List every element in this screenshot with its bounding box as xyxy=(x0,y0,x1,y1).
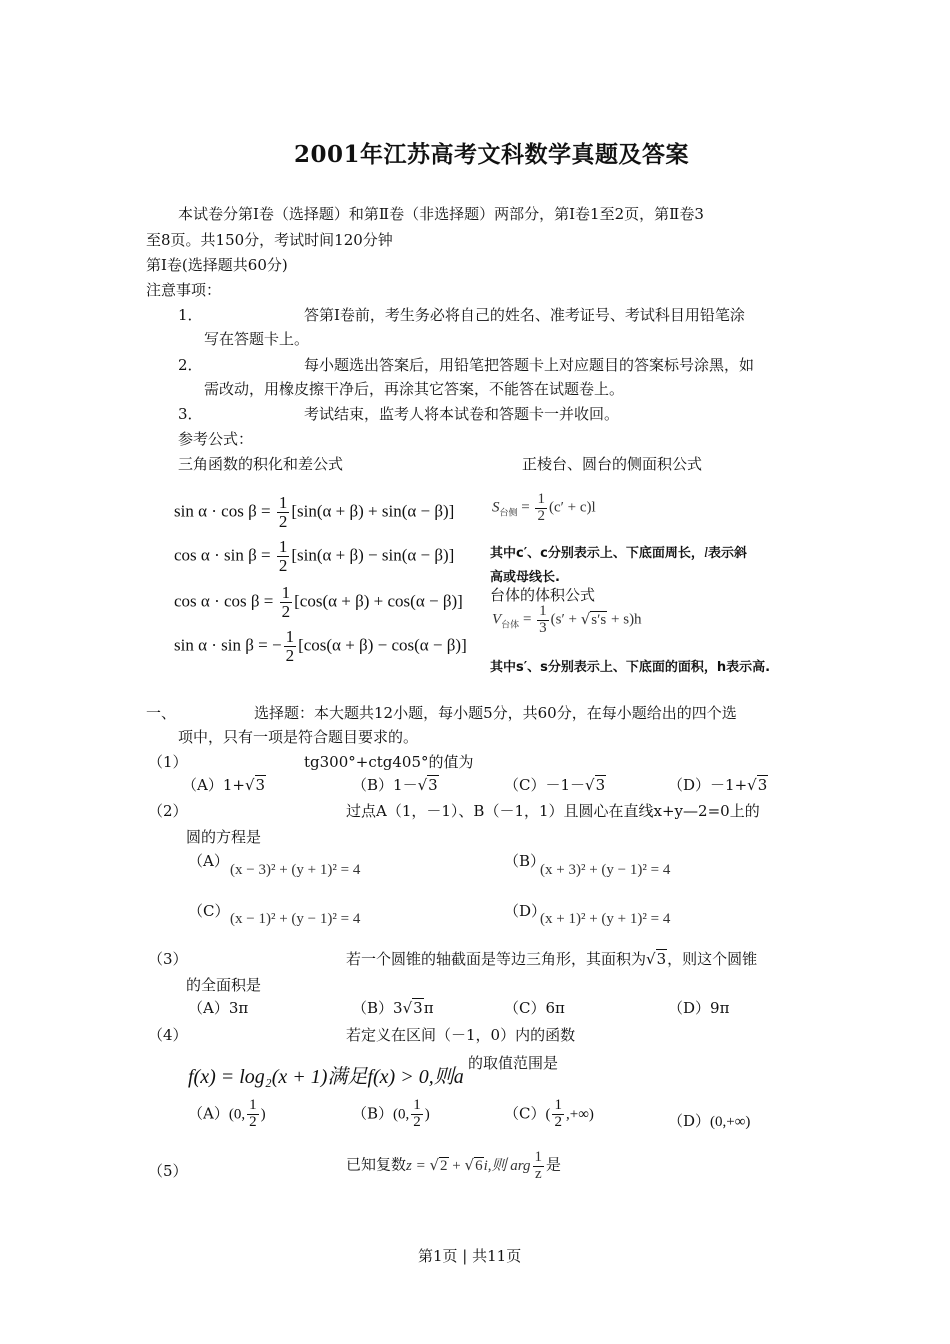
trig-formula-3: cos α · cos β = $\frac{1}{2}$ [cos(α + β) + cos(α − β)] xyxy=(174,584,463,621)
q2-option-a: (x − 3)² + (y + 1)² = 4 xyxy=(230,862,361,878)
trig-formula-2: cos α · sin β = $\frac{1}{2}$ [sin(α + β) − sin(α − β)] xyxy=(174,538,455,575)
q1-option-b: （B）1－√3 xyxy=(352,776,438,794)
lateral-note: 其中c′、c分别表示上、下底面周长，l表示斜 xyxy=(490,545,748,561)
q4-option-b: （B）(0, $\frac{1}{2}$ ) xyxy=(352,1097,430,1130)
q4-formula: f(x) = log₂(x + 1)满足f(x) > 0,则a xyxy=(188,1066,464,1088)
q2-option-d: (x + 1)² + (y + 1)² = 4 xyxy=(540,911,671,927)
frustum-volume-formula: $V_{台体}$ = $\frac{1}{3}$ (s′ + √s′s + s)h xyxy=(492,603,642,636)
q4-stem: 若定义在区间（－1，0）内的函数 xyxy=(346,1026,576,1044)
intro-line-1: 本试卷分第Ⅰ卷（选择题）和第Ⅱ卷（非选择题）两部分，第Ⅰ卷1至2页，第Ⅱ卷3 xyxy=(178,205,704,223)
q4-option-c: （C）( $\frac{1}{2}$ ,+∞) xyxy=(504,1097,594,1130)
q2-stem-cont: 圆的方程是 xyxy=(186,828,262,846)
section-1-text-cont: 项中，只有一项是符合题目要求的。 xyxy=(178,728,419,746)
q3-option-a: （A）3π xyxy=(188,999,249,1017)
frustum-lateral-formula: $S_{台侧}$ = $\frac{1}{2}$ (c′ + c)l xyxy=(492,491,596,524)
volume-heading: 台体的体积公式 xyxy=(490,586,596,604)
q5-number: （5） xyxy=(148,1162,188,1180)
q2-option-d-label: （D） xyxy=(504,902,547,920)
note-2-text: 每小题选出答案后，用铅笔把答题卡上对应题目的答案标号涂黑，如 xyxy=(304,356,755,374)
section-1-number: 一、 xyxy=(146,704,177,722)
frustum-lateral-heading: 正棱台、圆台的侧面积公式 xyxy=(522,455,703,473)
q1-option-a: （A）1+√3 xyxy=(182,776,266,794)
q3-stem: 若一个圆锥的轴截面是等边三角形，其面积为√3，则这个圆锥 xyxy=(346,950,758,968)
q2-option-b: (x + 3)² + (y − 1)² = 4 xyxy=(540,862,671,878)
q3-option-c: （C）6π xyxy=(504,999,565,1017)
q1-option-c: （C）－1－√3 xyxy=(504,776,606,794)
q2-stem: 过点A（1，－1）、B（－1，1）且圆心在直线x+y—2=0上的 xyxy=(346,802,760,820)
page-title: 2001年江苏高考文科数学真题及答案 xyxy=(294,141,690,168)
volume-note: 其中s′、s分别表示上、下底面的面积，h表示高. xyxy=(490,660,771,675)
q4-number: （4） xyxy=(148,1026,188,1044)
note-1-number: 1． xyxy=(178,306,203,324)
trig-formula-4: sin α · sin β = − $\frac{1}{2}$ [cos(α + β) − cos(α − β)] xyxy=(174,628,467,665)
q5-stem: 已知复数z = √2 + √6i,则 arg $\frac{1}{z}$ 是 xyxy=(346,1149,562,1182)
note-1-text-cont: 写在答题卡上。 xyxy=(204,330,310,348)
reference-label: 参考公式： xyxy=(178,430,254,448)
q3-option-b: （B）3√3π xyxy=(352,999,434,1017)
q4-stem-tail: 的取值范围是 xyxy=(468,1054,559,1072)
q2-option-a-label: （A） xyxy=(188,852,229,870)
intro-line-2: 至8页。共150分，考试时间120分钟 xyxy=(146,231,393,249)
note-2-text-cont: 需改动，用橡皮擦干净后，再涂其它答案，不能答在试题卷上。 xyxy=(204,380,625,398)
part1-heading: 第Ⅰ卷(选择题共60分) xyxy=(146,256,288,274)
lateral-note-cont: 高或母线长. xyxy=(490,570,560,585)
notice-heading: 注意事项： xyxy=(146,281,222,299)
note-3-text: 考试结束，监考人将本试卷和答题卡一并收回。 xyxy=(304,405,620,423)
section-1-text: 选择题：本大题共12小题，每小题5分，共60分，在每小题给出的四个选 xyxy=(254,704,737,722)
note-3-number: 3． xyxy=(178,405,203,423)
page-footer: 第1页 | 共11页 xyxy=(418,1247,522,1265)
q2-option-c-label: （C） xyxy=(188,902,230,920)
q3-stem-cont: 的全面积是 xyxy=(186,976,262,994)
q4-option-a: （A）(0, $\frac{1}{2}$ ) xyxy=(188,1097,266,1130)
note-1-text: 答第Ⅰ卷前，考生务必将自己的姓名、准考证号、考试科目用铅笔涂 xyxy=(304,306,745,324)
trig-heading: 三角函数的积化和差公式 xyxy=(178,455,344,473)
q4-option-d: （D）(0,+∞) xyxy=(668,1112,751,1130)
q1-option-d: （D）－1+√3 xyxy=(668,776,768,794)
q2-option-c: (x − 1)² + (y − 1)² = 4 xyxy=(230,911,361,927)
q3-number: （3） xyxy=(148,950,188,968)
q1-number: （1） xyxy=(148,753,188,771)
q2-number: （2） xyxy=(148,802,188,820)
q1-stem: tg300°+ctg405°的值为 xyxy=(304,753,474,771)
note-2-number: 2． xyxy=(178,356,203,374)
q3-option-d: （D）9π xyxy=(668,999,730,1017)
trig-formula-1: sin α · cos β = $\frac{1}{2}$ [sin(α + β) + sin(α − β)] xyxy=(174,494,455,531)
q2-option-b-label: （B） xyxy=(504,852,546,870)
